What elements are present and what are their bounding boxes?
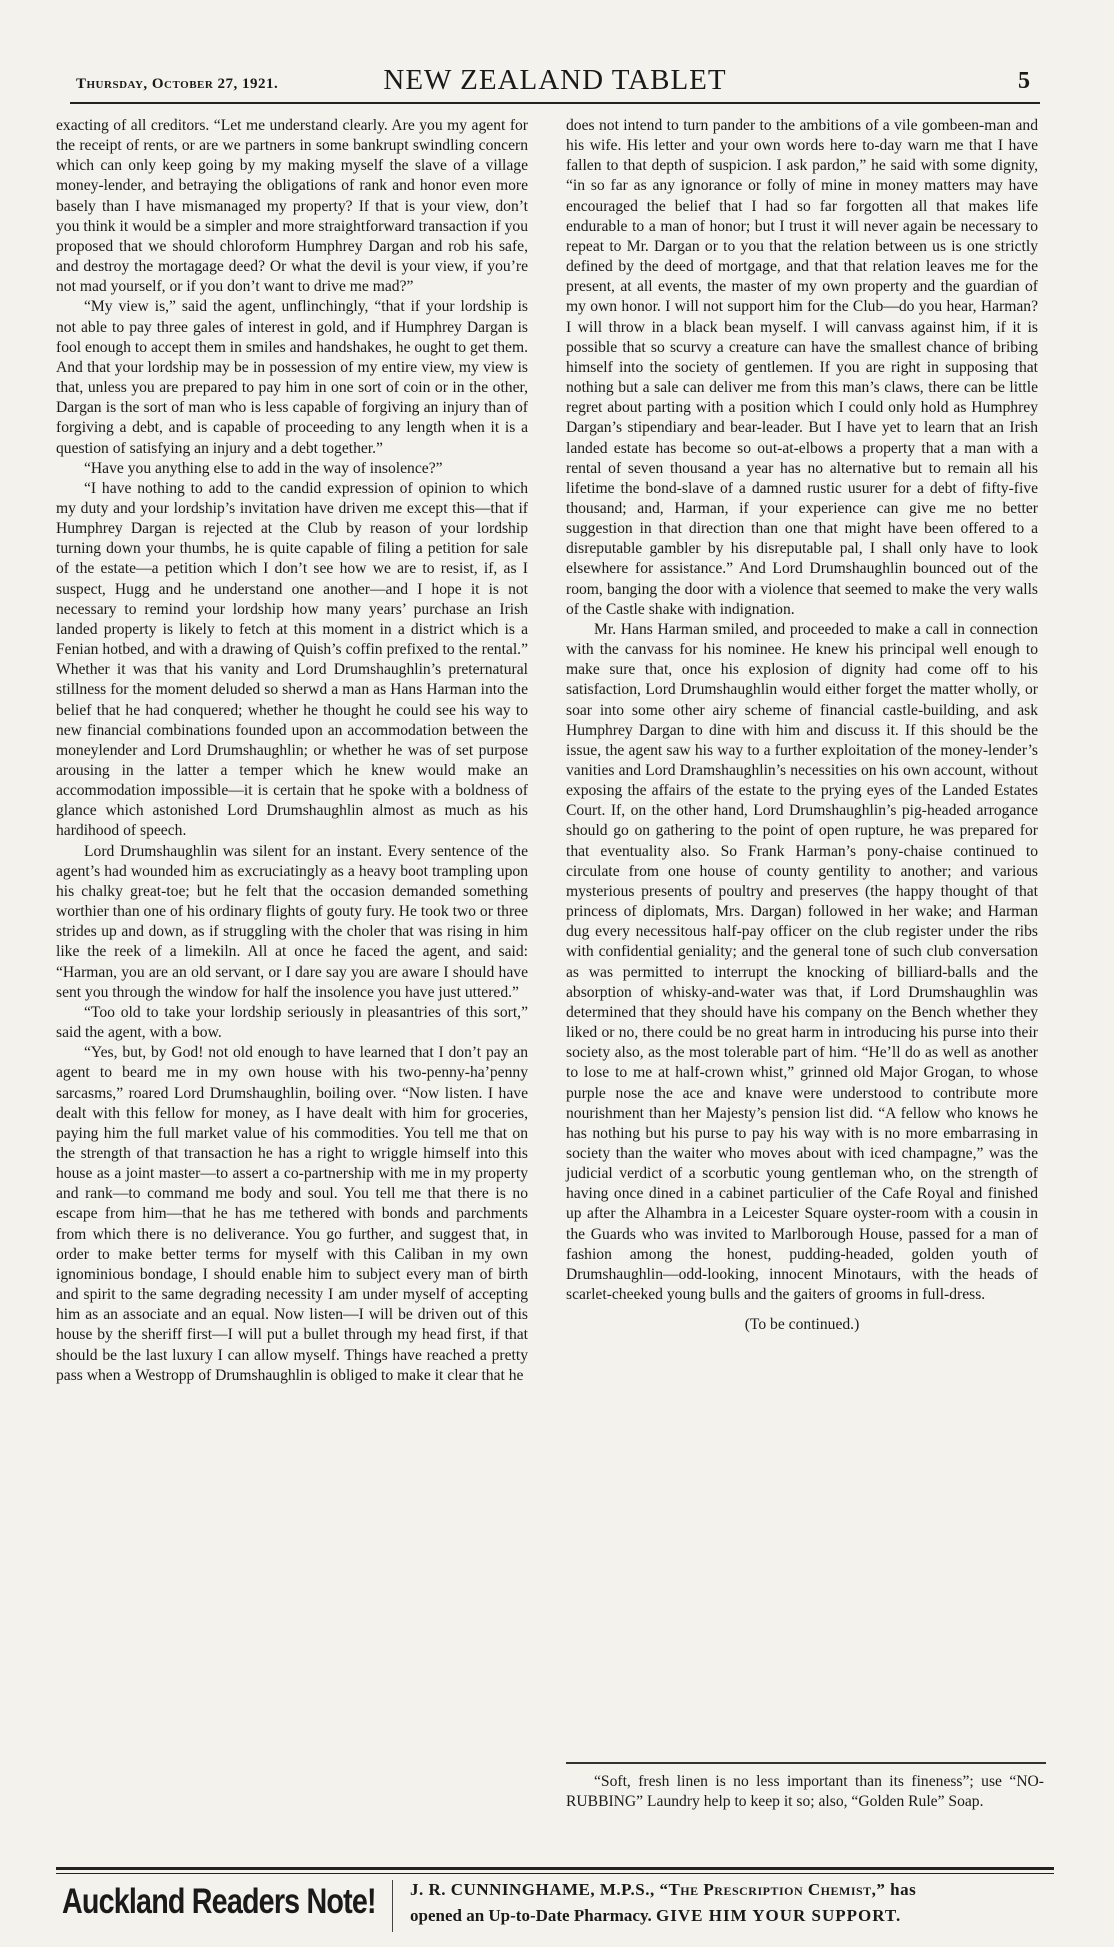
issue-date: Thursday, October 27, 1921. <box>76 76 279 92</box>
paragraph: Mr. Hans Harman smiled, and proceeded to make a call in connection with the canvass for his nominee. He knew his principal well enough to make sure that, once his explosion of dignity had come off to his satisfaction, Lord Drumshaughlin would either forget the matter wholly, or soar into some other airy scheme of financial castle-building, and ask Humphrey Dargan to dine with him and discuss it. If this should be the issue, the agent saw his way to a further exploitation of the money-lender’s vanities and Lord Dramshaughlin’s necessities on his own account, without exposing the affairs of the estate to the prying eyes of the Landed Estates Court. If, on the other hand, Lord Drumshaughlin’s pig-headed arrogance should go on gathering to the point of open rupture, he was prepared for that eventuality also. So Frank Harman’s pony-chaise continued to circulate from one house of county gentility to another; and various mysterious presents of poultry and preserves (the happy thought of that princess of diplomats, Mrs. Dargan) followed in her wake; and Harman dug every necessitous half-pay officer on the club register under the ribs with confidential geniality; and the general tone of such club conversation as was permitted to interrupt the knocking of billiard-balls and the absorption of whisky-and-water was that, if Lord Drumshaughlin was determined that they should have his company on the Bench whether they liked or no, there could be no great harm in introducing his purse into their society also, as the most tolerable part of him. “He’ll do as well as another to lose to me at half-crown whist,” grinned old Major Grogan, to whose purple nose the ace and knave were understood to contribute more nourishment than her Majesty’s pension list did. “A fellow who knows he has nothing but his purse to pay his way with is no more embarrasing in society than the waiter who moves about with iced champagne,” was the judicial verdict of a scorbutic young gentleman who, on the strength of having once dined in a cabinet particulier of the Cafe Royal and finished up after the Alhambra in a Leicester Square oyster-room with a cousin in the Guards who was invited to Marlborough House, passed for a man of fashion among the honest, pudding-headed, golden youth of Drumshaughlin—odd-looking, innocent Minotaurs, with the heads of scarlet-cheeked young bulls and the gaiters of grooms in full-dress. <box>566 620 1038 1304</box>
advert-line-2 <box>410 1906 1046 1926</box>
advert-line-1 <box>410 1880 1046 1900</box>
advert-support: GIVE HIM YOUR SUPPORT. <box>656 1906 902 1925</box>
paragraph: Lord Drumshaughlin was silent for an instant. Every sentence of the agent’s had wounded him as excruciatingly as a heavy boot trampling upon his chalky great-toe; but he felt that the occasion demanded something worthier than one of his ordinary flights of gouty fury. He took two or three strides up and down, as if struggling with the choler that was rising in him like the reek of a limekiln. All at once he faced the agent, and said: “Harman, you are an old servant, or I dare say you are aware I should have sent you through the window for half the insolence you have just uttered.” <box>56 842 528 1001</box>
advert-separator <box>392 1880 393 1932</box>
page-header <box>70 62 1040 104</box>
advert-rule <box>56 1867 1054 1870</box>
right-column <box>566 116 1038 1736</box>
advert-title: “The Prescription Chemist,” <box>659 1880 886 1899</box>
paragraph: does not intend to turn pander to the ambitions of a vile gombeen-man and his wife. His letter and your own words here to-day warn me that I have fallen to that depth of suspicion. I ask pardon,” he said with some dignity, “in so far as any ignorance or folly of mine in money matters may have encouraged the belief that I had so far forgotten all that makes life endurable to a man of honor; but I trust it will never again be necessary to repeat to Mr. Dargan or to you that the relation between us is one strictly defined by the deed of mortgage, and that that relation leaves me for the present, at all events, the master of my own property and the guardian of my own honor. I will not support him for the Club—do you hear, Harman? I will throw in a black bean myself. I will canvass against him, if it is possible that so scurvy a creature can have the smallest chance of bribing himself into the society of gentlemen. If you are right in supposing that nothing but a sale can deliver me from this man’s claws, there can be little regret about parting with a position which I could only hold as Humphrey Dargan’s stipendiary and bear-leader. But I have yet to learn that an Irish landed estate has become so out-at-elbows a property that a man with a rental of seven thousand a year has no alternative but to remain all his lifetime the bond-slave of a damned rustic usurer for a debt of fifty-five thousand; and, Harman, if your experience can give me no better suggestion in that direction than one that might have been offered to a disreputable gambler by his disreputable pal, I shall only have to look elsewhere for assistance.” And Lord Drumshaughlin bounced out of the room, banging the door with a violence that seemed to make the very walls of the Castle shake with indignation. <box>566 117 1038 618</box>
paragraph: “Yes, but, by God! not old enough to have learned that I don’t pay an agent to beard me in my own house with his two-penny-ha’penny sarcasms,” roared Lord Drumshaughlin, boiling over. “Now listen. I have dealt with this fellow for money, as I have dealt with him for groceries, paying him the full market value of his commodities. You tell me that on the strength of that transaction he has a right to wriggle himself into this house as a joint master—to assert a co-partnership with me in my property and rank—to command me body and soul. You tell me that there is no escape from him—that he has me tethered with bonds and parchments from which there is no deliverance. You go further, and suggest that, in order to make better terms for myself with this Caliban in my own ignominious bondage, I should enable him to subject every man of birth and spirit to the same degrading necessity I am under myself of accepting him as an associate and an equal. Now listen—I will be driven out of this house by the sheriff first—I will put a bullet through my head first, if that should be the last luxury I can allow myself. Things have reached a pretty pass when a Westropp of Drumshaughlin is obliged to make it clear that he <box>56 1044 528 1384</box>
soap-notice: “Soft, fresh linen is no less important than its fineness”; use “NO-RUBBING” Laundry help to keep it so; also, “Golden Rule” Soap. <box>566 1773 1044 1810</box>
advert-line1-end: has <box>890 1880 917 1899</box>
advert-headline: Auckland Readers Note! <box>62 1882 376 1921</box>
column-divider <box>566 1762 1046 1764</box>
to-be-continued: (To be continued.) <box>744 1316 860 1334</box>
masthead-title: NEW ZEALAND TABLET <box>383 64 727 96</box>
page-number: 5 <box>1018 68 1030 94</box>
advert-name: J. R. CUNNINGHAME, M.P.S., <box>410 1880 655 1899</box>
advert-rule <box>56 1873 1054 1874</box>
paragraph: “I have nothing to add to the candid expression of opinion to which my duty and your lordship’s invitation have driven me except this—that if Humphrey Dargan is rejected at the Club by reason of your lordship turning down your thumbs, he is quite capable of filing a petition for sale of the estate—a petition which I don’t see how we are to resist, if, as I suspect, Hugg and he understand one another—and I hope it is not necessary to remind your lordship how many years’ purchase an Irish landed property is likely to fetch at this moment in a district which is a Fenian hotbed, and with a drawing of Quish’s coffin prefixed to the rental.” Whether it was that his vanity and Lord Drumshaughlin’s preternatural stillness for the moment deluded so sherwd a man as Hans Harman into the belief that he had conquered; whether he thought he could see his way to new financial combinations founded upon an accommodation between the moneylender and Lord Drumshaughlin; or whether he was of set purpose arousing in the latter a temper which he knew would make an accommodation impossible—it is certain that he spoke with a boldness of glance which astonished Lord Drumshaughlin almost as much as his hardihood of speech. <box>56 479 528 840</box>
advert-pharmacy: opened an Up-to-Date Pharmacy. <box>410 1906 652 1925</box>
paragraph: “My view is,” said the agent, unflinchingly, “that if your lordship is not able to pay three gales of interest in gold, and if Humphrey Dargan is fool enough to accept them in smiles and handshakes, he ought to get them. And that your lordship may be in possession of my entire view, my view is that, unless you are prepared to pay him in one sort of coin or in the other, Dargan is the sort of man who is less capable of forgiving an injury than of forgiving a debt, and is capable of proceeding to any length when it is a question of satisfying an injury and a debt together.” <box>56 298 528 457</box>
paragraph: “Too old to take your lordship seriously in pleasantries of this sort,” said the agent, with a bow. <box>56 1003 528 1042</box>
paragraph: “Have you anything else to add in the way of insolence?” <box>84 459 443 477</box>
left-column <box>56 116 528 1811</box>
paragraph: exacting of all creditors. “Let me understand clearly. Are you my agent for the receipt of rents, or are we partners in some bankrupt swindling concern which can only keep going by my making myself the slave of a village money-lender, and betraying the obligations of rank and honor even more basely than I have mismanaged my property? If that is your view, don’t you think it would be a simpler and more straightforward transaction if you proposed that we should chloroform Humphrey Dargan and rob his safe, and destroy the mortagage deed? Or what the devil is your view, if you’re not mad yourself, or if you don’t want to drive me mad?” <box>56 117 528 296</box>
